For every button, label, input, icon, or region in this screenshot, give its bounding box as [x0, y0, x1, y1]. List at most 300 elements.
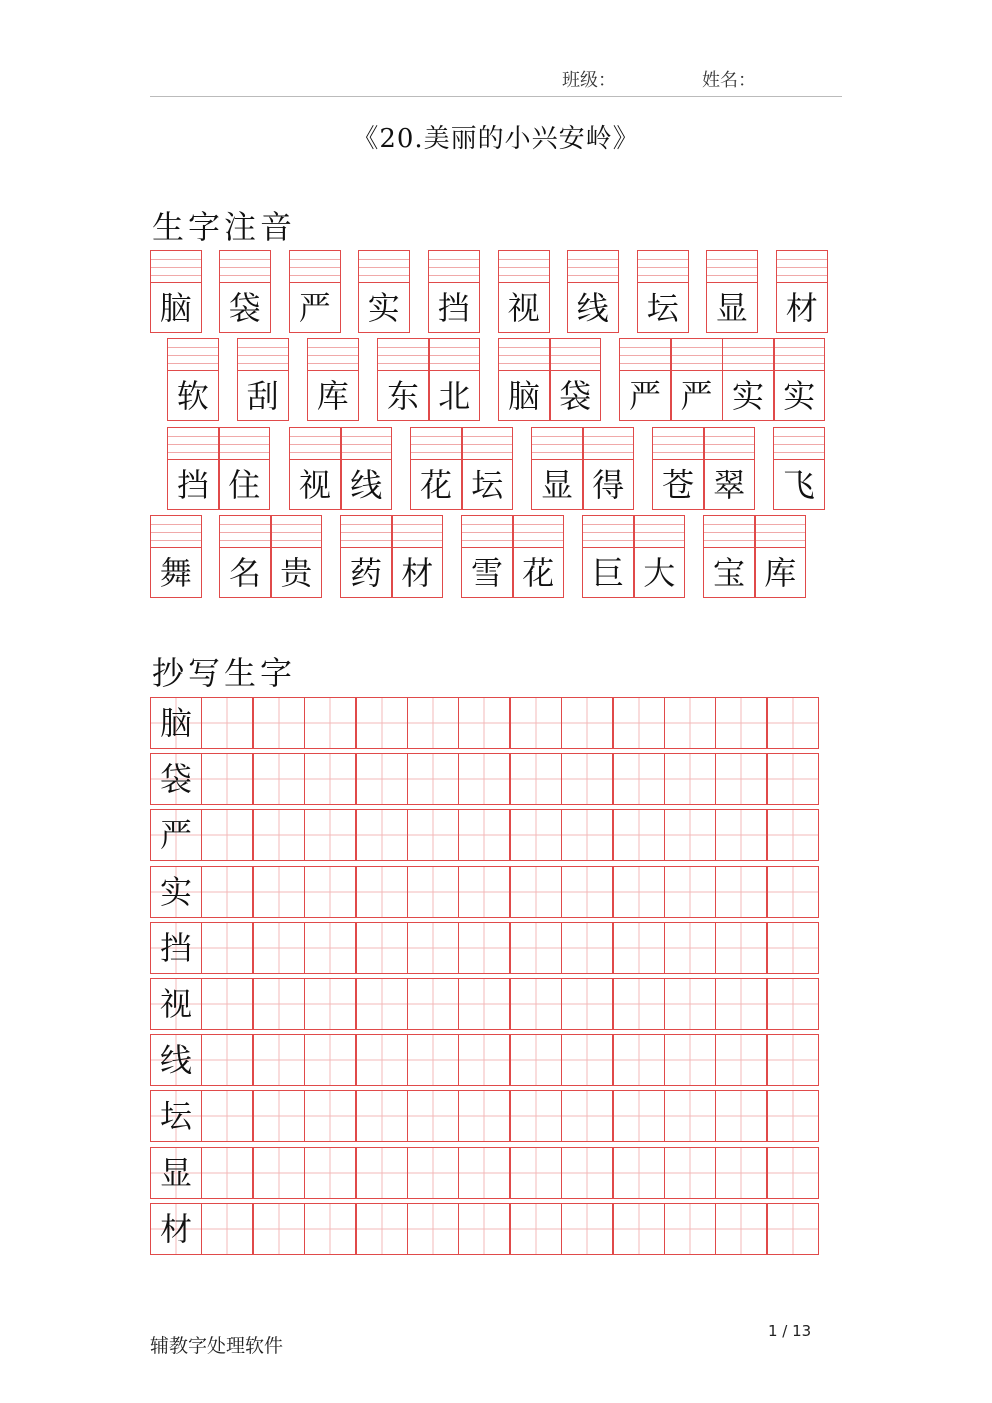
writing-cell	[613, 1147, 665, 1199]
writing-cell	[407, 1034, 459, 1086]
pinyin-cell	[704, 427, 756, 510]
hanzi-character: 库	[316, 376, 349, 415]
writing-cell	[561, 809, 613, 861]
pinyin-writing-lines	[342, 428, 392, 460]
writing-cell	[664, 1147, 716, 1199]
writing-cell	[304, 866, 356, 918]
writing-cell	[356, 1147, 408, 1199]
writing-cell	[201, 697, 253, 749]
writing-cell	[510, 1090, 562, 1142]
pinyin-word-box	[531, 427, 634, 510]
copy-row	[150, 1034, 818, 1086]
writing-cell	[458, 866, 510, 918]
pinyin-writing-lines	[756, 516, 806, 548]
writing-cell	[458, 1090, 510, 1142]
writing-cell	[510, 978, 562, 1030]
hanzi-character: 东	[386, 376, 419, 415]
hanzi-character: 袋	[559, 376, 592, 415]
writing-cell	[458, 978, 510, 1030]
writing-cell	[715, 1203, 767, 1255]
pinyin-cell	[341, 427, 393, 510]
header-divider	[150, 96, 842, 97]
footer-text: 辅教字处理软件	[150, 1335, 284, 1357]
hanzi-character: 显	[715, 288, 748, 327]
writing-cell	[715, 1147, 767, 1199]
hanzi-character: 苍	[661, 465, 694, 504]
hanzi-character: 实	[783, 376, 816, 415]
pinyin-word-box	[410, 427, 513, 510]
writing-cell	[356, 922, 408, 974]
pinyin-word-box	[461, 515, 564, 598]
hanzi-character: 脑	[507, 376, 540, 415]
pinyin-writing-lines	[532, 428, 582, 460]
pinyin-cell	[237, 338, 289, 421]
writing-cell	[767, 1203, 819, 1255]
hanzi-character: 线	[350, 465, 383, 504]
pinyin-word-box	[340, 515, 443, 598]
writing-cell	[767, 1090, 819, 1142]
pinyin-cell	[358, 250, 410, 333]
writing-cell	[715, 978, 767, 1030]
writing-cell	[356, 753, 408, 805]
pinyin-cell	[429, 338, 481, 421]
writing-cell	[356, 809, 408, 861]
pinyin-writing-lines	[359, 251, 409, 283]
hanzi-character: 翠	[713, 465, 746, 504]
writing-cell	[253, 866, 305, 918]
writing-cell	[407, 753, 459, 805]
model-character: 脑	[150, 697, 202, 749]
pinyin-writing-lines	[774, 428, 824, 460]
pinyin-cell	[634, 515, 686, 598]
hanzi-character: 严	[628, 376, 661, 415]
pinyin-writing-lines	[290, 428, 340, 460]
writing-cell	[407, 978, 459, 1030]
hanzi-character: 坛	[471, 465, 504, 504]
model-character: 坛	[150, 1090, 202, 1142]
pinyin-word-box	[358, 250, 410, 333]
model-character: 线	[150, 1034, 202, 1086]
pinyin-writing-lines	[378, 339, 428, 371]
writing-cell	[201, 866, 253, 918]
page-title: 《20.美丽的小兴安岭》	[352, 124, 640, 154]
writing-cell	[715, 922, 767, 974]
writing-cell	[510, 753, 562, 805]
pinyin-writing-lines	[220, 428, 270, 460]
hanzi-character: 材	[785, 288, 818, 327]
writing-cell	[664, 753, 716, 805]
hanzi-character: 材	[401, 553, 434, 592]
writing-cell	[356, 1034, 408, 1086]
pinyin-word-box	[377, 338, 480, 421]
pinyin-writing-lines	[308, 339, 358, 371]
writing-cell	[201, 1090, 253, 1142]
writing-cell	[715, 1090, 767, 1142]
writing-cell	[767, 922, 819, 974]
pinyin-cell	[410, 427, 462, 510]
pinyin-cell	[513, 515, 565, 598]
hanzi-character: 雪	[470, 553, 503, 592]
copy-row	[150, 866, 818, 918]
writing-cell	[664, 978, 716, 1030]
writing-cell	[664, 697, 716, 749]
hanzi-character: 巨	[591, 553, 624, 592]
pinyin-writing-lines	[638, 251, 688, 283]
hanzi-character: 得	[592, 465, 625, 504]
writing-cell	[561, 1203, 613, 1255]
pinyin-writing-lines	[463, 428, 513, 460]
writing-cell	[253, 1090, 305, 1142]
writing-cell	[458, 1147, 510, 1199]
writing-cell	[613, 1090, 665, 1142]
pinyin-word-box	[567, 250, 619, 333]
model-character: 实	[150, 866, 202, 918]
writing-cell	[510, 866, 562, 918]
writing-cell	[458, 809, 510, 861]
pinyin-cell	[289, 427, 341, 510]
pinyin-cell	[550, 338, 602, 421]
pinyin-writing-lines	[499, 339, 549, 371]
pinyin-cell	[392, 515, 444, 598]
writing-cell	[613, 1034, 665, 1086]
writing-cell	[356, 978, 408, 1030]
pinyin-word-box	[706, 250, 758, 333]
writing-cell	[561, 697, 613, 749]
writing-cell	[510, 809, 562, 861]
pinyin-writing-lines	[151, 516, 201, 548]
writing-cell	[201, 753, 253, 805]
writing-cell	[767, 866, 819, 918]
writing-cell	[715, 753, 767, 805]
hanzi-character: 北	[438, 376, 471, 415]
hanzi-character: 视	[298, 465, 331, 504]
pinyin-cell	[774, 338, 826, 421]
writing-cell	[715, 866, 767, 918]
copy-row	[150, 1090, 818, 1142]
pinyin-writing-lines	[341, 516, 391, 548]
copy-row	[150, 1203, 818, 1255]
pinyin-writing-lines	[462, 516, 512, 548]
writing-cell	[458, 1034, 510, 1086]
section-title-copy: 抄写生字	[152, 654, 297, 692]
writing-cell	[458, 1203, 510, 1255]
model-character: 挡	[150, 922, 202, 974]
writing-cell	[304, 1147, 356, 1199]
pinyin-cell	[461, 515, 513, 598]
model-character: 显	[150, 1147, 202, 1199]
pinyin-word-box	[498, 338, 601, 421]
writing-cell	[253, 809, 305, 861]
writing-cell	[767, 1034, 819, 1086]
pinyin-cell	[150, 515, 202, 598]
pinyin-writing-lines	[653, 428, 703, 460]
pinyin-word-box	[652, 427, 755, 510]
hanzi-character: 宝	[712, 553, 745, 592]
writing-cell	[613, 866, 665, 918]
writing-cell	[253, 978, 305, 1030]
pinyin-writing-lines	[168, 339, 218, 371]
writing-cell	[664, 1203, 716, 1255]
pinyin-word-box	[167, 427, 270, 510]
writing-cell	[253, 1147, 305, 1199]
copy-row	[150, 922, 818, 974]
pinyin-writing-lines	[429, 251, 479, 283]
pinyin-word-box	[307, 338, 359, 421]
writing-cell	[201, 978, 253, 1030]
pinyin-word-box	[219, 515, 322, 598]
writing-cell	[458, 753, 510, 805]
writing-cell	[664, 922, 716, 974]
writing-cell	[407, 1203, 459, 1255]
pinyin-cell	[289, 250, 341, 333]
pinyin-cell	[167, 338, 219, 421]
writing-cell	[304, 697, 356, 749]
pinyin-word-box	[150, 250, 202, 333]
hanzi-character: 住	[228, 465, 261, 504]
pinyin-writing-lines	[168, 428, 218, 460]
writing-cell	[304, 1034, 356, 1086]
writing-cell	[613, 978, 665, 1030]
pinyin-cell	[271, 515, 323, 598]
writing-cell	[767, 697, 819, 749]
writing-cell	[304, 753, 356, 805]
model-character: 视	[150, 978, 202, 1030]
pinyin-writing-lines	[705, 428, 755, 460]
pinyin-cell	[706, 250, 758, 333]
writing-cell	[304, 809, 356, 861]
writing-cell	[356, 1203, 408, 1255]
writing-cell	[407, 697, 459, 749]
model-character: 材	[150, 1203, 202, 1255]
pinyin-cell	[722, 338, 774, 421]
writing-cell	[561, 1034, 613, 1086]
writing-cell	[458, 922, 510, 974]
copy-row	[150, 697, 818, 749]
writing-cell	[356, 866, 408, 918]
pinyin-writing-lines	[411, 428, 461, 460]
pinyin-cell	[776, 250, 828, 333]
writing-cell	[561, 866, 613, 918]
pinyin-cell	[307, 338, 359, 421]
pinyin-cell	[582, 515, 634, 598]
hanzi-character: 袋	[228, 288, 261, 327]
pinyin-cell	[652, 427, 704, 510]
writing-cell	[613, 809, 665, 861]
writing-cell	[407, 809, 459, 861]
writing-cell	[201, 809, 253, 861]
pinyin-cell	[462, 427, 514, 510]
pinyin-writing-lines	[551, 339, 601, 371]
writing-cell	[407, 922, 459, 974]
copy-row	[150, 809, 818, 861]
pinyin-word-box	[619, 338, 825, 421]
pinyin-writing-lines	[272, 516, 322, 548]
copy-row	[150, 753, 818, 805]
pinyin-writing-lines	[723, 339, 773, 371]
hanzi-character: 大	[643, 553, 676, 592]
pinyin-cell	[219, 515, 271, 598]
pinyin-cell	[377, 338, 429, 421]
pinyin-writing-lines	[583, 516, 633, 548]
writing-cell	[304, 1203, 356, 1255]
writing-cell	[458, 697, 510, 749]
pinyin-word-box	[498, 250, 550, 333]
pinyin-writing-lines	[704, 516, 754, 548]
writing-cell	[767, 978, 819, 1030]
pinyin-cell	[773, 427, 825, 510]
pinyin-writing-lines	[514, 516, 564, 548]
name-label: 姓名：	[702, 70, 756, 91]
writing-cell	[510, 1034, 562, 1086]
writing-cell	[613, 1203, 665, 1255]
hanzi-character: 花	[522, 553, 555, 592]
pinyin-word-box	[150, 515, 202, 598]
pinyin-word-box	[776, 250, 828, 333]
model-character: 袋	[150, 753, 202, 805]
pinyin-cell	[755, 515, 807, 598]
hanzi-character: 实	[367, 288, 400, 327]
hanzi-character: 实	[731, 376, 764, 415]
writing-cell	[664, 1090, 716, 1142]
writing-cell	[253, 697, 305, 749]
pinyin-cell	[671, 338, 723, 421]
pinyin-cell	[340, 515, 392, 598]
section-title-pinyin: 生字注音	[152, 208, 297, 246]
hanzi-character: 视	[507, 288, 540, 327]
copy-row	[150, 978, 818, 1030]
pinyin-cell	[219, 250, 271, 333]
hanzi-character: 花	[419, 465, 452, 504]
writing-cell	[613, 922, 665, 974]
pinyin-word-box	[219, 250, 271, 333]
pinyin-writing-lines	[777, 251, 827, 283]
pinyin-writing-lines	[620, 339, 670, 371]
writing-cell	[664, 1034, 716, 1086]
pinyin-writing-lines	[672, 339, 722, 371]
pinyin-cell	[583, 427, 635, 510]
pinyin-word-box	[703, 515, 806, 598]
pinyin-cell	[219, 427, 271, 510]
pinyin-cell	[498, 338, 550, 421]
writing-cell	[201, 922, 253, 974]
writing-cell	[767, 1147, 819, 1199]
writing-cell	[561, 1147, 613, 1199]
copy-row	[150, 1147, 818, 1199]
pinyin-writing-lines	[220, 251, 270, 283]
hanzi-character: 舞	[159, 553, 192, 592]
hanzi-character: 刮	[246, 376, 279, 415]
pinyin-word-box	[428, 250, 480, 333]
hanzi-character: 严	[680, 376, 713, 415]
writing-cell	[715, 809, 767, 861]
pinyin-writing-lines	[499, 251, 549, 283]
pinyin-writing-lines	[568, 251, 618, 283]
writing-cell	[664, 809, 716, 861]
class-label: 班级：	[562, 70, 616, 91]
writing-cell	[407, 1147, 459, 1199]
writing-cell	[253, 1034, 305, 1086]
writing-cell	[715, 697, 767, 749]
writing-cell	[304, 978, 356, 1030]
hanzi-character: 药	[349, 553, 382, 592]
hanzi-character: 挡	[437, 288, 470, 327]
pinyin-writing-lines	[775, 339, 825, 371]
hanzi-character: 飞	[782, 465, 815, 504]
pinyin-writing-lines	[393, 516, 443, 548]
writing-cell	[510, 922, 562, 974]
pinyin-writing-lines	[430, 339, 480, 371]
pinyin-word-box	[237, 338, 289, 421]
pinyin-cell	[637, 250, 689, 333]
pinyin-writing-lines	[635, 516, 685, 548]
pinyin-cell	[150, 250, 202, 333]
writing-cell	[613, 753, 665, 805]
writing-cell	[767, 809, 819, 861]
writing-cell	[356, 1090, 408, 1142]
writing-cell	[201, 1203, 253, 1255]
model-character: 严	[150, 809, 202, 861]
writing-cell	[201, 1147, 253, 1199]
writing-cell	[664, 866, 716, 918]
writing-cell	[561, 1090, 613, 1142]
hanzi-character: 脑	[159, 288, 192, 327]
pinyin-writing-lines	[707, 251, 757, 283]
writing-cell	[253, 1203, 305, 1255]
hanzi-character: 名	[228, 553, 261, 592]
writing-cell	[510, 1203, 562, 1255]
pinyin-cell	[703, 515, 755, 598]
pinyin-cell	[531, 427, 583, 510]
pinyin-writing-lines	[584, 428, 634, 460]
hanzi-character: 挡	[176, 465, 209, 504]
pinyin-cell	[167, 427, 219, 510]
hanzi-character: 贵	[280, 553, 313, 592]
pinyin-word-box	[289, 427, 392, 510]
writing-cell	[510, 1147, 562, 1199]
pinyin-word-box	[637, 250, 689, 333]
hanzi-character: 库	[764, 553, 797, 592]
writing-cell	[767, 753, 819, 805]
writing-cell	[613, 697, 665, 749]
hanzi-character: 严	[298, 288, 331, 327]
writing-cell	[356, 697, 408, 749]
writing-cell	[304, 1090, 356, 1142]
hanzi-character: 坛	[646, 288, 679, 327]
hanzi-character: 线	[576, 288, 609, 327]
writing-cell	[715, 1034, 767, 1086]
writing-cell	[201, 1034, 253, 1086]
pinyin-word-box	[582, 515, 685, 598]
writing-cell	[253, 753, 305, 805]
pinyin-cell	[498, 250, 550, 333]
writing-cell	[561, 978, 613, 1030]
pinyin-writing-lines	[238, 339, 288, 371]
pinyin-word-box	[167, 338, 219, 421]
pinyin-writing-lines	[290, 251, 340, 283]
writing-cell	[407, 866, 459, 918]
hanzi-character: 显	[540, 465, 573, 504]
pinyin-writing-lines	[151, 251, 201, 283]
pinyin-word-box	[773, 427, 825, 510]
writing-cell	[304, 922, 356, 974]
writing-cell	[561, 922, 613, 974]
writing-cell	[510, 697, 562, 749]
writing-cell	[561, 753, 613, 805]
writing-cell	[253, 922, 305, 974]
writing-cell	[407, 1090, 459, 1142]
page-number: 1 / 13	[768, 1322, 812, 1340]
pinyin-cell	[619, 338, 671, 421]
